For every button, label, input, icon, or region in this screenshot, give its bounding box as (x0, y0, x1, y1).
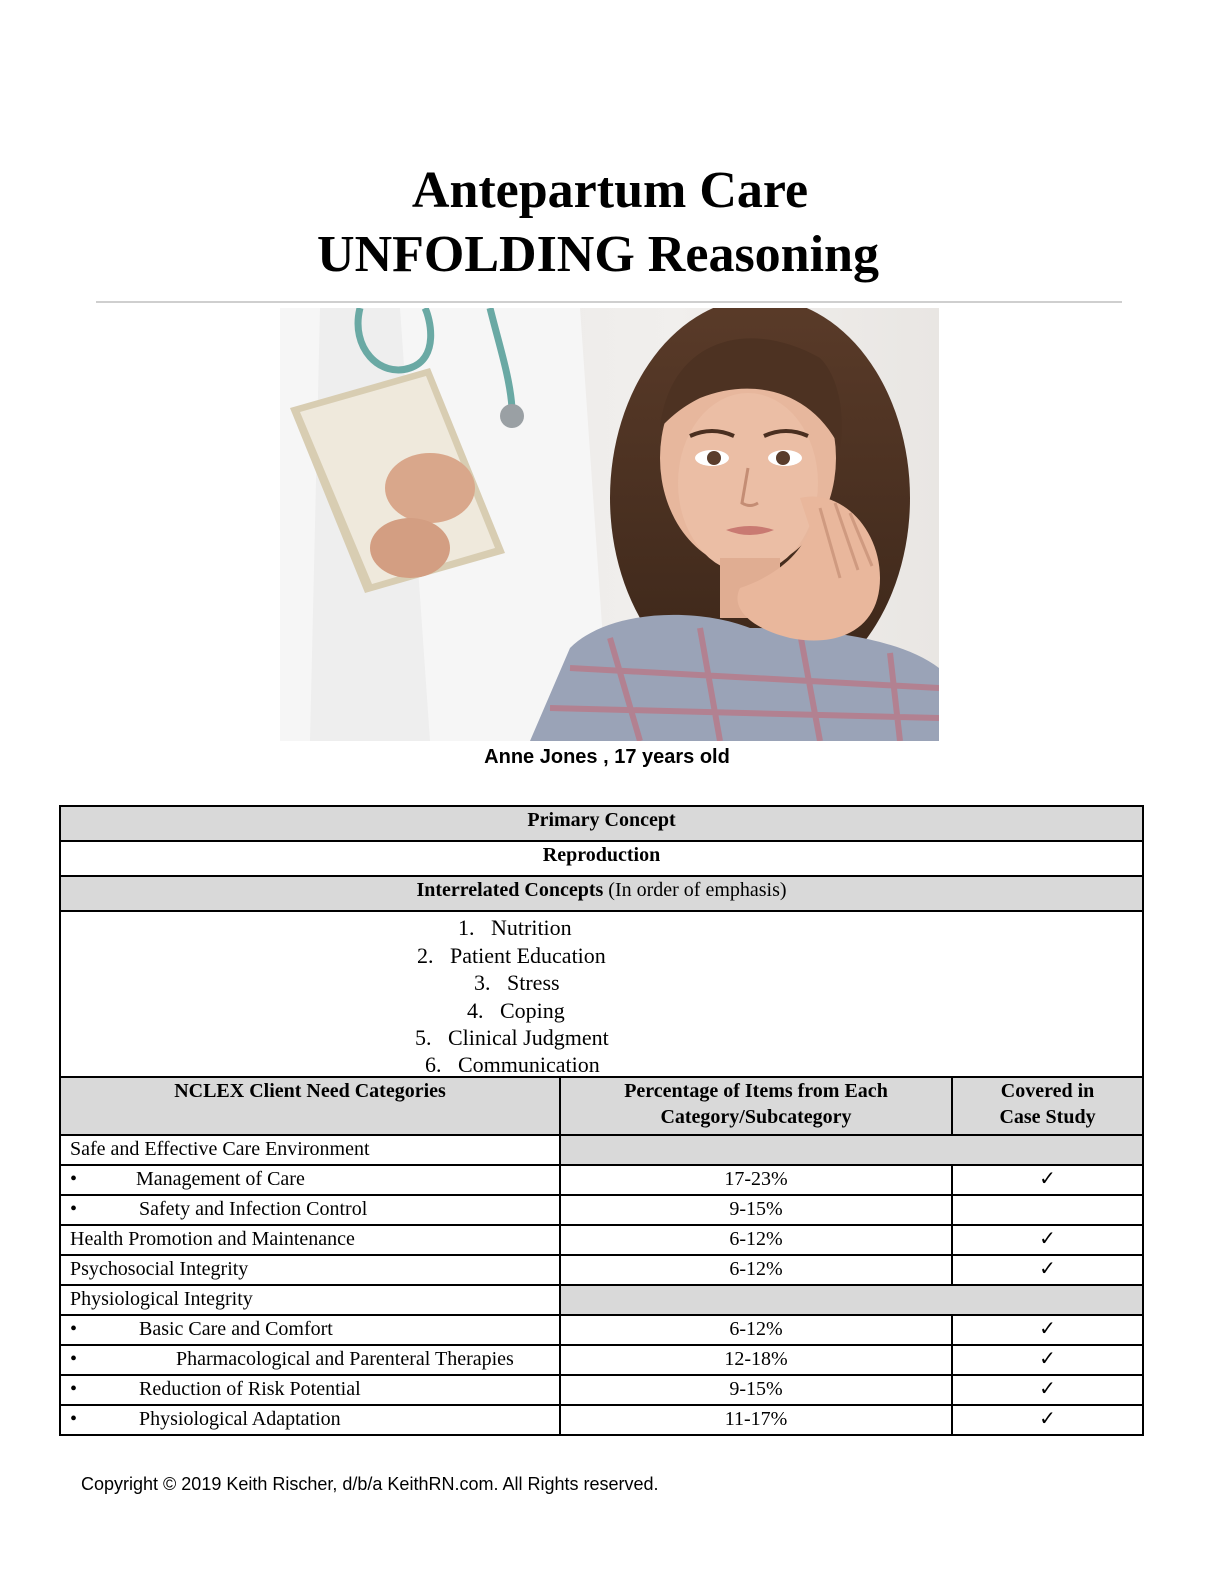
table-row (60, 1255, 1143, 1285)
copyright-footer: Copyright © 2019 Keith Rischer, d/b/a KeithRN.com. All Rights reserved. (81, 1474, 659, 1494)
covered-check: ✓ (952, 1255, 1143, 1285)
category-cell (60, 1345, 560, 1375)
covered-check: ✓ (952, 1345, 1143, 1375)
covered-check: ✓ (952, 1315, 1143, 1345)
category-cell (60, 1315, 560, 1345)
col-header-covered (952, 1077, 1143, 1135)
category-cell (60, 1195, 560, 1225)
patient-photo-illustration (280, 308, 939, 741)
col-header-percentage-line1: Percentage of Items from Each (624, 1080, 888, 1102)
concept-number: 1. (458, 915, 475, 940)
concept-label: Coping (500, 998, 565, 1023)
category-label: Management of Care (136, 1168, 305, 1190)
percentage-cell: 9-15% (560, 1375, 952, 1405)
concept-item (425, 1051, 600, 1078)
bullet: • (70, 1198, 78, 1220)
table-row (60, 1315, 1143, 1345)
interrelated-header-bold: Interrelated Concepts (416, 879, 604, 901)
concept-item (458, 914, 572, 941)
bullet: • (70, 1318, 78, 1340)
percentage-cell: 12-18% (560, 1345, 952, 1375)
title-divider (96, 301, 1122, 303)
concept-number: 2. (417, 943, 434, 968)
bullet: • (70, 1168, 78, 1190)
concept-number: 6. (425, 1052, 442, 1077)
category-cell (60, 1375, 560, 1405)
covered-check: ✓ (952, 1375, 1143, 1405)
percentage-cell: 6-12% (560, 1225, 952, 1255)
section-spacer-cell (560, 1135, 1143, 1165)
concept-label: Clinical Judgment (448, 1025, 609, 1050)
col-header-percentage-line2: Category/Subcategory (660, 1106, 852, 1128)
covered-check (952, 1195, 1143, 1225)
concept-label: Communication (458, 1052, 600, 1077)
concept-label: Stress (507, 970, 560, 995)
photo-caption: Anne Jones , 17 years old (484, 746, 730, 768)
bullet: • (70, 1348, 78, 1370)
interrelated-concepts-header (60, 876, 1143, 911)
section-spacer-cell (560, 1285, 1143, 1315)
category-cell (60, 1405, 560, 1435)
table-row (60, 1195, 1143, 1225)
bullet: • (70, 1408, 78, 1430)
col-header-covered-line1: Covered in (1000, 1080, 1095, 1102)
primary-concept-header: Primary Concept (60, 806, 1143, 841)
category-cell: Safe and Effective Care Environment (60, 1135, 560, 1165)
concept-list (60, 911, 1143, 1077)
category-cell: Physiological Integrity (60, 1285, 560, 1315)
patient-photo (280, 308, 939, 741)
percentage-cell: 11-17% (560, 1405, 952, 1435)
table-row (60, 1165, 1143, 1195)
col-header-category-label: NCLEX Client Need Categories (174, 1080, 446, 1102)
table-row (60, 1135, 1143, 1165)
concept-number: 4. (467, 998, 484, 1023)
table-row (60, 1285, 1143, 1315)
concept-table (59, 805, 1144, 1436)
concept-item (467, 997, 565, 1024)
category-label: Basic Care and Comfort (139, 1318, 333, 1340)
table-row (60, 1345, 1143, 1375)
percentage-cell: 6-12% (560, 1315, 952, 1345)
percentage-cell: 6-12% (560, 1255, 952, 1285)
col-header-percentage (560, 1077, 952, 1135)
bullet: • (70, 1378, 78, 1400)
page-title: Antepartum Care (411, 162, 809, 219)
concept-number: 5. (415, 1025, 432, 1050)
category-label: Reduction of Risk Potential (139, 1378, 361, 1400)
category-cell (60, 1165, 560, 1195)
concept-item (474, 969, 560, 996)
table-row (60, 1375, 1143, 1405)
concept-label: Nutrition (491, 915, 572, 940)
primary-concept-value: Reproduction (60, 841, 1143, 876)
percentage-cell: 17-23% (560, 1165, 952, 1195)
category-label: Safety and Infection Control (139, 1198, 368, 1220)
covered-check: ✓ (952, 1405, 1143, 1435)
concept-number: 3. (474, 970, 491, 995)
category-cell: Psychosocial Integrity (60, 1255, 560, 1285)
table-row (60, 1405, 1143, 1435)
col-header-covered-line2: Case Study (999, 1106, 1096, 1128)
concept-item (415, 1024, 609, 1051)
page-subtitle: UNFOLDING Reasoning (317, 226, 879, 283)
covered-check: ✓ (952, 1225, 1143, 1255)
category-label: Physiological Adaptation (139, 1408, 341, 1430)
percentage-cell: 9-15% (560, 1195, 952, 1225)
category-cell: Health Promotion and Maintenance (60, 1225, 560, 1255)
concept-label: Patient Education (450, 943, 606, 968)
table-row (60, 1225, 1143, 1255)
col-header-category (60, 1077, 560, 1135)
category-label: Pharmacological and Parenteral Therapies (176, 1348, 514, 1370)
concept-item (417, 942, 606, 969)
interrelated-header-note: (In order of emphasis) (603, 879, 787, 901)
covered-check: ✓ (952, 1165, 1143, 1195)
